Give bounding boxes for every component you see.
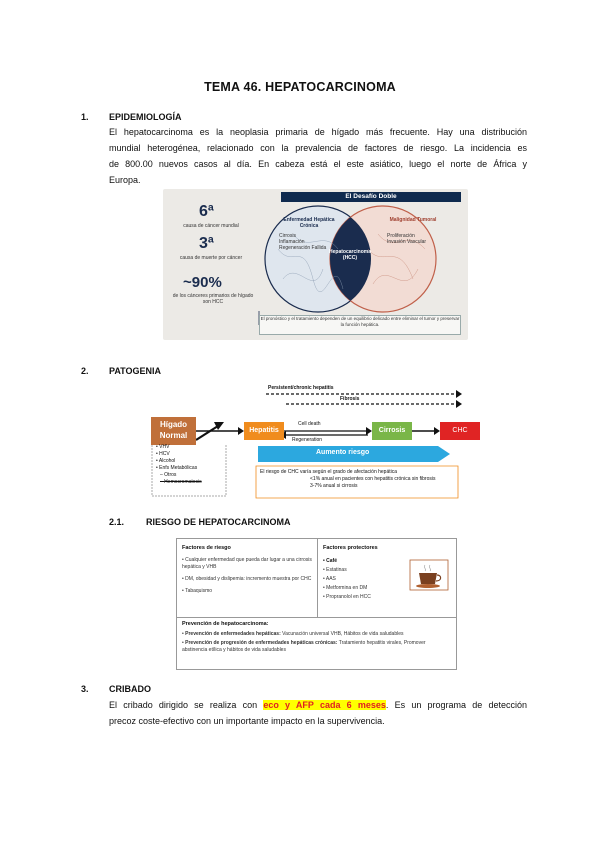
stat-third: 3ª — [199, 235, 214, 252]
stat-caption: causa de muerte por cáncer — [179, 255, 243, 261]
node-chc: CHC — [440, 422, 480, 440]
label-cell-death: Cell death — [298, 421, 321, 427]
risk-item: • Cualquier enfermedad que pueda dar lugar a una cirrosis hepática y VHB — [182, 557, 312, 570]
right-circle-item: Invasión Vascular — [387, 239, 427, 245]
subsection-number: 2.1. — [109, 517, 125, 527]
figure-note: El pronóstico y el tratamiento dependen de un equilibrio delicado entre eliminar el tumor y preservar la función hepática. — [259, 315, 461, 335]
prot-item: • AAS — [323, 576, 336, 582]
cause-item: – Hemocromatosis — [160, 479, 202, 485]
page-title: TEMA 46. HEPATOCARCINOMA — [204, 80, 396, 94]
prev-head: Prevención de hepatocarcinoma: — [182, 621, 269, 627]
risk-head: Factores de riesgo — [182, 545, 231, 551]
figure-banner: El Desafío Doble — [281, 192, 461, 202]
cause-item: • VHV — [156, 444, 170, 450]
cause-item: • Alcohol — [156, 458, 176, 464]
cause-item: • Enfs Metabólicas — [156, 465, 198, 471]
highlight-eco-afp: eco y AFP cada 6 meses — [263, 700, 386, 710]
section-number: 3. — [81, 684, 89, 694]
prot-item: • Propranolol en HCC — [323, 594, 371, 600]
text-line: Europa. — [109, 175, 141, 185]
figure-patogenia — [146, 384, 496, 499]
left-circle-item: Cirrosis — [279, 233, 296, 239]
riesgo-line: 3-7% anual si cirrosis — [310, 483, 358, 489]
section-title-patogenia: PATOGENIA — [109, 366, 162, 376]
text-line: El cribado dirigido se realiza con eco y AFP cada 6 meses. Es un programa de detección — [109, 700, 528, 710]
prot-head: Factores protectores — [323, 545, 378, 551]
riesgo-line: <1% anual en pacientes con hepatitis crónica sin fibrosis — [310, 476, 436, 482]
text-line: mundial heterogénea, relacionado con la prevalencia de factores de riesgo. La incidencia es — [109, 143, 527, 153]
left-circle-item: Inflamación — [279, 239, 305, 245]
left-circle-label: Enfermedad Hepática Crónica — [283, 217, 335, 229]
divider — [317, 539, 318, 617]
section-number: 1. — [81, 112, 89, 122]
stat-caption: causa de cáncer mundial — [183, 223, 239, 229]
label-aumento-riesgo: Aumento riesgo — [316, 449, 370, 456]
prot-item: • Estatinas — [323, 567, 347, 573]
section-number: 2. — [81, 366, 89, 376]
text-line: de 800.00 nuevos casos al día. En cabeza está el este asiático, luego el norte de África y — [109, 159, 527, 169]
prev-item: • Prevención de enfermedades hepáticas: Vacunación universal VHB, Hábitos de vida saludables — [182, 631, 404, 637]
risk-item: • DM, obesidad y dislipemia: incremento muestra por CHC — [182, 576, 312, 582]
node-cirrosis: Cirrosis — [372, 422, 412, 440]
left-circle-item: Regeneración Fallida — [279, 245, 327, 251]
section-title-cribado: CRIBADO — [109, 684, 151, 694]
riesgo-text — [260, 469, 455, 490]
coffee-cup-icon — [409, 559, 449, 591]
center-label: Hepatocarcinoma (HCC) — [329, 249, 371, 261]
cribado-paragraph — [109, 697, 527, 729]
figure-desafio-doble — [163, 189, 468, 340]
prev-list — [182, 631, 450, 654]
causes-list — [156, 444, 202, 486]
node-higado-normal: Hígado Normal — [151, 417, 196, 445]
risk-item: • Tabaquismo — [182, 588, 213, 594]
label-fibrosis: Fibrosis — [340, 396, 360, 402]
prot-item: • Metformina en DM — [323, 585, 368, 591]
prev-item: • Prevención de progresión de enfermedades hepáticas crónicas: Tratamiento hepatitis virales, Promover abstinencia etílica y hábitos de vida saludables — [182, 640, 426, 653]
label-persistent-hepatitis: Persistent/chronic hepatitis — [268, 385, 334, 391]
text-line: precoz coste-efectivo con un importante impacto en la supervivencia. — [109, 716, 385, 726]
stat-sixth: 6ª — [199, 203, 214, 220]
stat-caption: de los cánceres primarios de hígado son HCC — [172, 293, 254, 305]
cause-item: – Otros — [160, 472, 177, 478]
node-hepatitis: Hepatitis — [244, 422, 284, 440]
cause-item: • HCV — [156, 451, 170, 457]
text-line: El hepatocarcinoma es la neoplasia primaria de hígado más frecuente. Hay una distribución — [109, 127, 527, 137]
prot-item: • Café — [323, 558, 337, 564]
label-regeneration: Regeneration — [292, 437, 323, 443]
risk-list — [182, 557, 312, 595]
riesgo-line: El riesgo de CHC varía según el grado de afectación hepática — [260, 469, 398, 475]
section-title-epidemiologia: EPIDEMIOLOGÍA — [109, 112, 182, 122]
prot-list — [323, 557, 403, 602]
divider — [177, 617, 456, 618]
right-circle-label: Malignidad Tumoral — [389, 217, 437, 223]
stat-ninety: ~90% — [183, 274, 222, 291]
epidemiologia-paragraph — [109, 124, 527, 188]
subsection-title: RIESGO DE HEPATOCARCINOMA — [146, 517, 291, 527]
right-circle-item: Proliferación — [387, 233, 415, 239]
figure-riesgo-table — [176, 538, 457, 670]
